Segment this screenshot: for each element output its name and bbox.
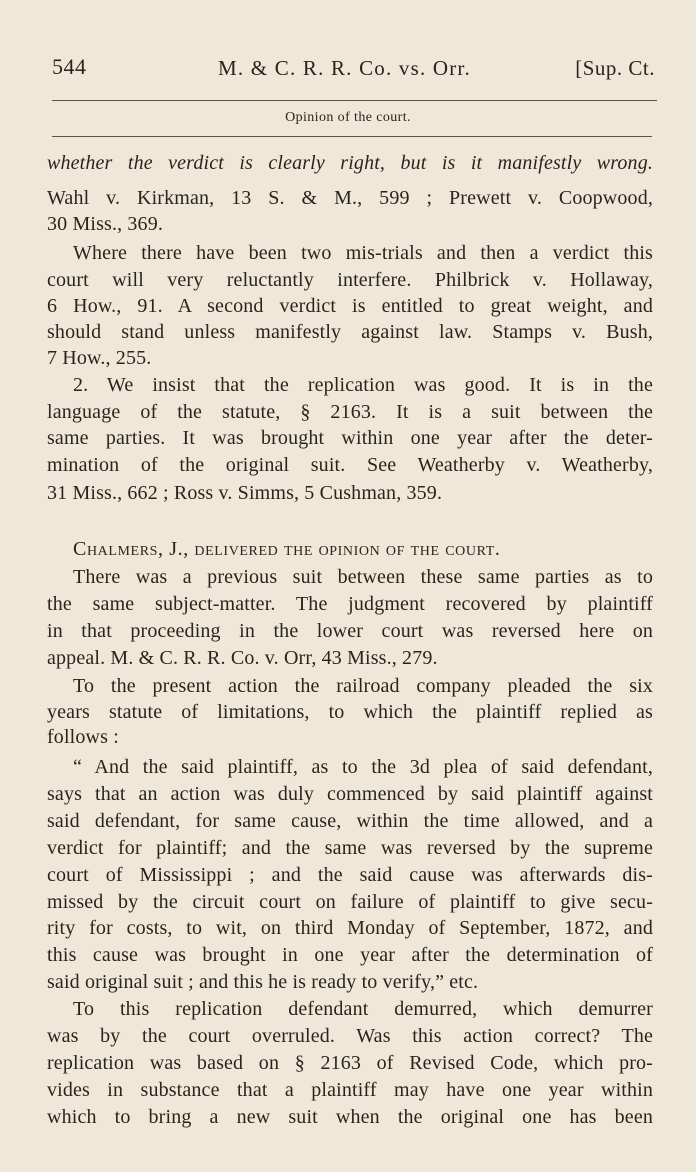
header-rule-top bbox=[52, 100, 657, 101]
running-header bbox=[50, 50, 655, 86]
text-line: whether the verdict is clearly right, but is it manifestly wrong. bbox=[47, 152, 653, 174]
text-line: said defendant, for same cause, within the time allowed, and a bbox=[47, 810, 653, 832]
text-line: rity for costs, to wit, on third Monday of September, 1872, and bbox=[47, 917, 653, 939]
text-line: “ And the said plaintiff, as to the 3d plea of said defendant, bbox=[73, 756, 653, 778]
text-line: said original suit ; and this he is ready to verify,” etc. bbox=[47, 971, 479, 993]
text-line: There was a previous suit between these same parties as to bbox=[73, 566, 653, 588]
text-line: verdict for plaintiff; and the same was reversed by the supreme bbox=[47, 837, 653, 859]
text-line: To the present action the railroad company pleaded the six bbox=[73, 675, 653, 697]
text-line: court will very reluctantly interfere. Philbrick v. Hollaway, bbox=[47, 269, 653, 291]
text-line: years statute of limitations, to which the plaintiff replied as bbox=[47, 701, 653, 723]
text-line: follows : bbox=[47, 726, 119, 748]
text-line: the same subject-matter. The judgment recovered by plaintiff bbox=[47, 593, 653, 615]
text-line: was by the court overruled. Was this action correct? The bbox=[47, 1025, 653, 1047]
opinion-attribution: Chalmers, J., delivered the opinion of the court. bbox=[73, 538, 501, 560]
text-line: in that proceeding in the lower court was reversed here on bbox=[47, 620, 653, 642]
text-line: 6 How., 91. A second verdict is entitled to great weight, and bbox=[47, 295, 653, 317]
text-line: court of Mississippi ; and the said cause was afterwards dis- bbox=[47, 864, 653, 886]
text-line: 7 How., 255. bbox=[47, 347, 152, 369]
running-title: M. & C. R. R. Co. vs. Orr. bbox=[218, 56, 471, 80]
text-line: appeal. M. & C. R. R. Co. v. Orr, 43 Miss., 279. bbox=[47, 647, 438, 669]
text-line: vides in substance that a plaintiff may have one year within bbox=[47, 1079, 653, 1101]
text-line: which to bring a new suit when the original one has been bbox=[47, 1106, 653, 1128]
section-subheading: Opinion of the court. bbox=[285, 110, 411, 125]
text-line: 30 Miss., 369. bbox=[47, 213, 164, 235]
text-line: 31 Miss., 662 ; Ross v. Simms, 5 Cushman, 359. bbox=[47, 482, 443, 504]
text-line: missed by the circuit court on failure of plaintiff to give secu- bbox=[47, 891, 653, 913]
text-line: should stand unless manifestly against law. Stamps v. Bush, bbox=[47, 321, 653, 343]
court-tag: [Sup. Ct. bbox=[575, 56, 655, 80]
text-line: this cause was brought in one year after the determination of bbox=[47, 944, 653, 966]
text-line: To this replication defendant demurred, which demurrer bbox=[73, 998, 653, 1020]
text-line: language of the statute, § 2163. It is a suit between the bbox=[47, 401, 653, 423]
text-line: same parties. It was brought within one year after the deter- bbox=[47, 427, 653, 449]
text-line: Wahl v. Kirkman, 13 S. & M., 599 ; Prewett v. Coopwood, bbox=[47, 187, 653, 209]
text-line: 2. We insist that the replication was good. It is in the bbox=[73, 374, 653, 396]
text-line: Where there have been two mis-trials and then a verdict this bbox=[73, 242, 653, 264]
page-number: 544 bbox=[52, 54, 87, 79]
text-line: mination of the original suit. See Weatherby v. Weatherby, bbox=[47, 454, 653, 476]
text-line: says that an action was duly commenced by said plaintiff against bbox=[47, 783, 653, 805]
header-rule-bottom bbox=[52, 136, 652, 137]
text-line: replication was based on § 2163 of Revised Code, which pro- bbox=[47, 1052, 653, 1074]
